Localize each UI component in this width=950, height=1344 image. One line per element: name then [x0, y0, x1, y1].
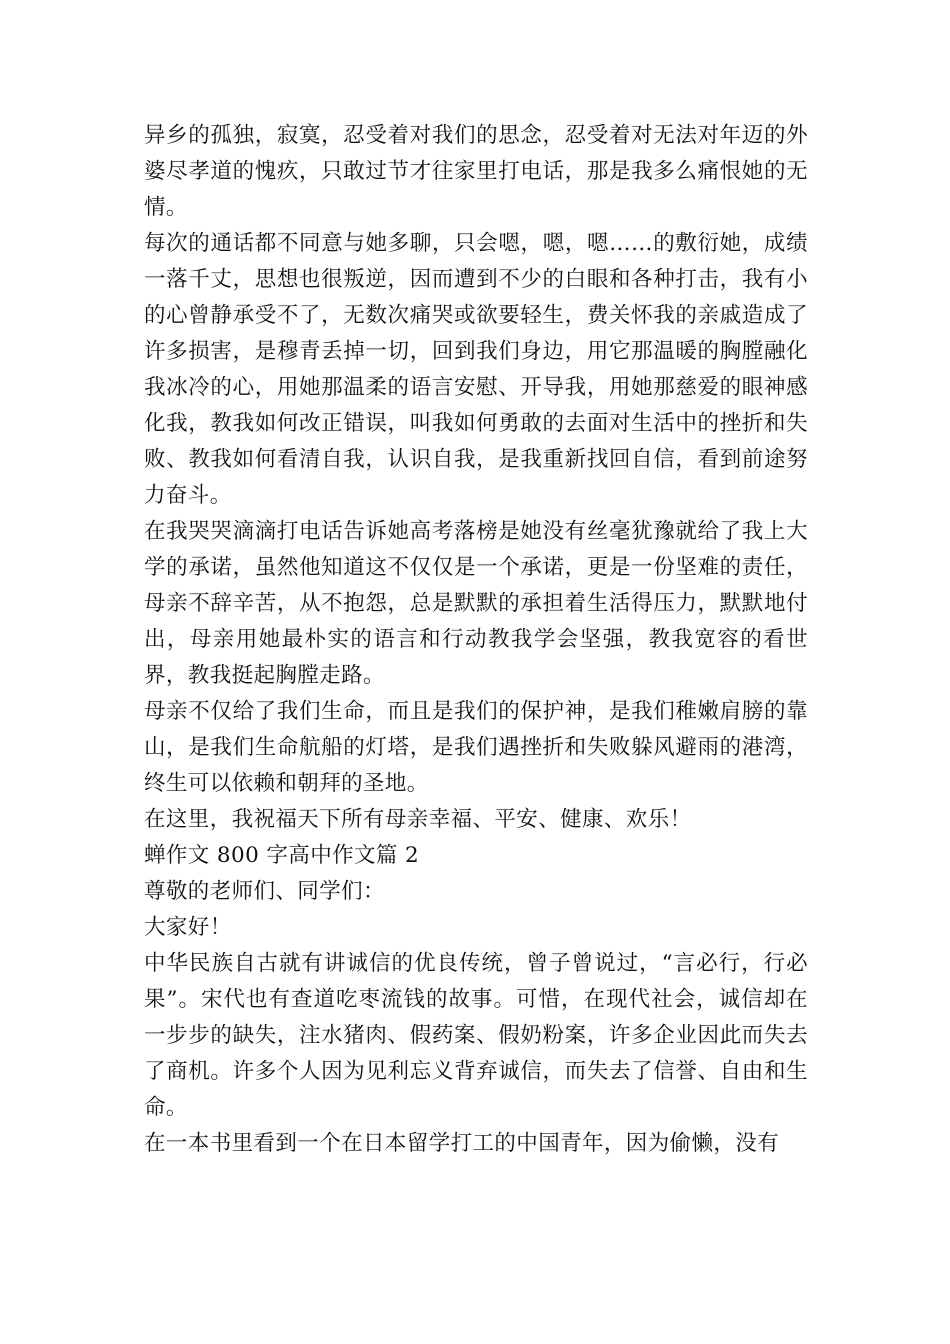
paragraph-7: 在一本书里看到一个在日本留学打工的中国青年，因为偷懒，没有	[144, 1131, 780, 1156]
document-body	[144, 118, 808, 1162]
paragraph-5: 在这里，我祝福天下所有母亲幸福、平安、健康、欢乐！	[144, 807, 692, 832]
paragraph-4: 母亲不仅给了我们生命，而且是我们的保护神，是我们稚嫩肩膀的靠山，是我们生命航船的灯塔，是我们遇挫折和失败躲风避雨的港湾，终生可以依赖和朝拜的圣地。	[144, 699, 808, 796]
paragraph-1: 异乡的孤独，寂寞，忍受着对我们的思念，忍受着对无法对年迈的外婆尽孝道的愧疚，只敢过节才往家里打电话，那是我多么痛恨她的无情。	[144, 123, 808, 220]
section-title: 蝉作文 800 字高中作文篇 2	[144, 843, 420, 868]
paragraph-6: 中华民族自古就有讲诚信的优良传统，曾子曾说过，“言必行，行必果”。宋代也有查道吃枣流钱的故事。可惜，在现代社会，诚信却在一步步的缺失，注水猪肉、假药案、假奶粉案，许多企业因此而失去了商机。许多个人因为见利忘义背弃诚信，而失去了信誉、自由和生命。	[144, 951, 808, 1120]
paragraph-2: 每次的通话都不同意与她多聊，只会嗯，嗯，嗯……的敷衍她，成绩一落千丈，思想也很叛逆，因而遭到不少的白眼和各种打击，我有小的心曾静承受不了，无数次痛哭或欲要轻生，费关怀我的亲戚造成了许多损害，是穆青丢掉一切，回到我们身边，用它那温暖的胸膛融化我冰冷的心，用她那温柔的语言安慰、开导我，用她那慈爱的眼神感化我，教我如何改正错误，叫我如何勇敢的去面对生活中的挫折和失败、教我如何看清自我，认识自我，是我重新找回自信，看到前途努力奋斗。	[144, 231, 808, 508]
greeting: 大家好！	[144, 915, 232, 940]
salutation: 尊敬的老师们、同学们：	[144, 879, 385, 904]
paragraph-3: 在我哭哭滴滴打电话告诉她高考落榜是她没有丝毫犹豫就给了我上大学的承诺，虽然他知道这不仅仅是一个承诺，更是一份坚难的责任，母亲不辞辛苦，从不抱怨，总是默默的承担着生活得压力，默默地付出，母亲用她最朴实的语言和行动教我学会坚强，教我宽容的看世界，教我挺起胸膛走路。	[144, 519, 808, 688]
